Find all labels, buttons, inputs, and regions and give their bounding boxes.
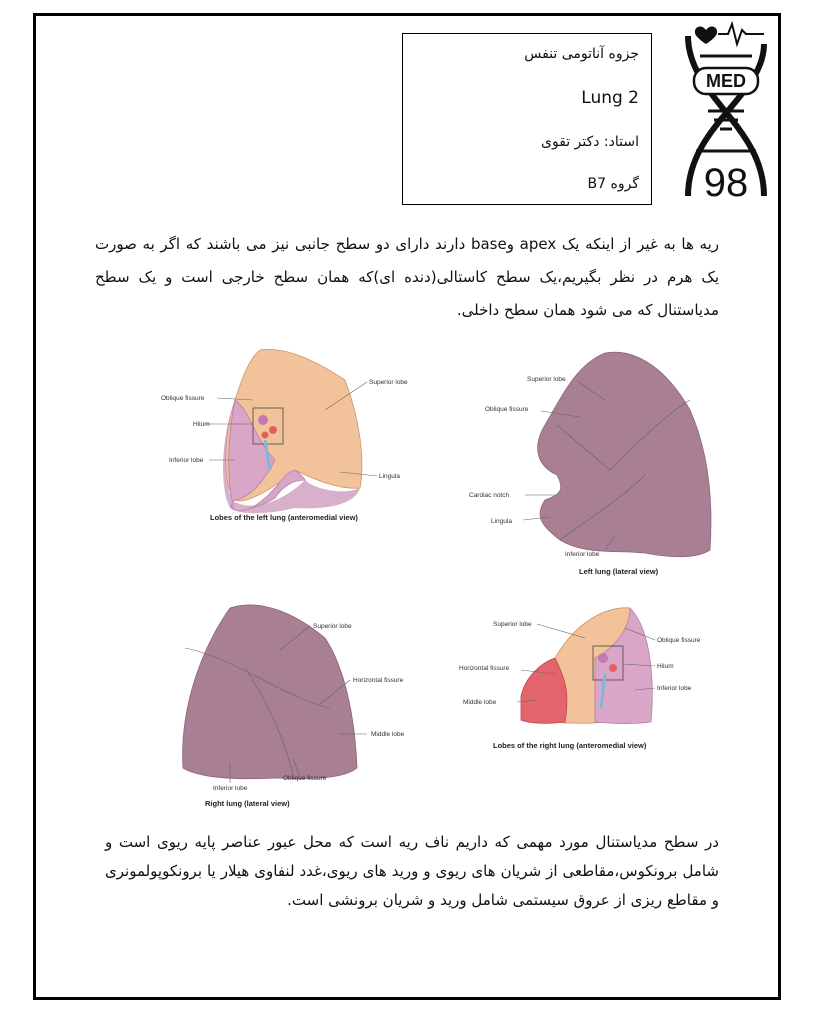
caption-right-lung-anteromedial: Lobes of the right lung (anteromedial view) bbox=[493, 741, 647, 750]
logo-med-text: MED bbox=[706, 71, 746, 91]
med-98-logo bbox=[680, 16, 772, 206]
label-horizontal-fissure-rm: Horizontal fissure bbox=[459, 665, 510, 672]
figure-left-lung-anteromedial bbox=[155, 340, 415, 530]
label-inferior-lobe-rl: Inferior lobe bbox=[213, 785, 248, 792]
label-inferior-lobe: Inferior lobe bbox=[169, 457, 204, 464]
label-hilum-rm: Hilum bbox=[657, 663, 674, 670]
label-cardiac-notch: Cardiac notch bbox=[469, 492, 510, 499]
hilum-paragraph: در سطح مدیاستنال مورد مهمی که داریم ناف ریه است که محل عبور عناصر پایه ریوی است و شامل برونکوس،مقاطعی از شریان های ریوی و ورید های ریوی،غدد لنفاوی هیلار یا برونکوپولمونری و مقاطع ریزی از عروق سیستمی شامل ورید و شریان برونشی است. bbox=[105, 833, 719, 909]
label-lingula: Lingula bbox=[379, 473, 400, 480]
label-lingula-lat: Lingula bbox=[491, 518, 512, 525]
caption-left-lung-anteromedial: Lobes of the left lung (anteromedial view) bbox=[210, 513, 358, 522]
figure-left-lung-lateral bbox=[465, 345, 725, 580]
header-group: گروه B7 bbox=[587, 176, 639, 192]
caption-right-lung-lateral: Right lung (lateral view) bbox=[205, 799, 290, 808]
caption-left-lung-lateral: Left lung (lateral view) bbox=[579, 567, 659, 576]
label-superior-lobe-lat: Superior lobe bbox=[527, 376, 566, 383]
label-superior-lobe: Superior lobe bbox=[369, 379, 408, 386]
header-subject: Lung 2 bbox=[581, 88, 639, 108]
header-info-box bbox=[402, 33, 652, 205]
label-superior-lobe-rm: Superior lobe bbox=[493, 621, 532, 628]
heart-icon bbox=[695, 26, 717, 44]
label-inferior-lobe-rm: Inferior lobe bbox=[657, 685, 692, 692]
pulse-line-icon bbox=[718, 24, 764, 44]
label-oblique-fissure-rl: Oblique fissure bbox=[283, 775, 327, 782]
label-horizontal-fissure-rl: Horizontal fissure bbox=[353, 677, 404, 684]
label-middle-lobe-rl: Middle lobe bbox=[371, 731, 405, 738]
label-hilum: Hilum bbox=[193, 421, 210, 428]
label-middle-lobe-rm: Middle lobe bbox=[463, 699, 497, 706]
label-oblique-fissure-rm: Oblique fissure bbox=[657, 637, 701, 644]
label-oblique-fissure-lat: Oblique fissure bbox=[485, 406, 529, 413]
intro-paragraph: ریه ها به غیر از اینکه یک apex وbase دارند دارای دو سطح جانبی نیز می باشند که اگر به صورت یک هرم در نظر بگیریم،یک سطح کاستالی(دنده ای)که همان سطح خارجی است و یک سطح مدیاستنال که می شود همان سطح داخلی. bbox=[95, 235, 719, 319]
logo-year-text: 98 bbox=[703, 161, 749, 205]
figure-right-lung-anteromedial bbox=[455, 598, 725, 758]
header-title: جزوه آناتومی تنفس bbox=[524, 46, 639, 62]
label-oblique-fissure: Oblique fissure bbox=[161, 395, 205, 402]
label-inferior-lobe-lat: Inferior lobe bbox=[565, 551, 600, 558]
header-teacher: استاد: دکتر تقوی bbox=[541, 134, 639, 150]
figure-right-lung-lateral bbox=[175, 598, 445, 813]
label-superior-lobe-rl: Superior lobe bbox=[313, 623, 352, 630]
